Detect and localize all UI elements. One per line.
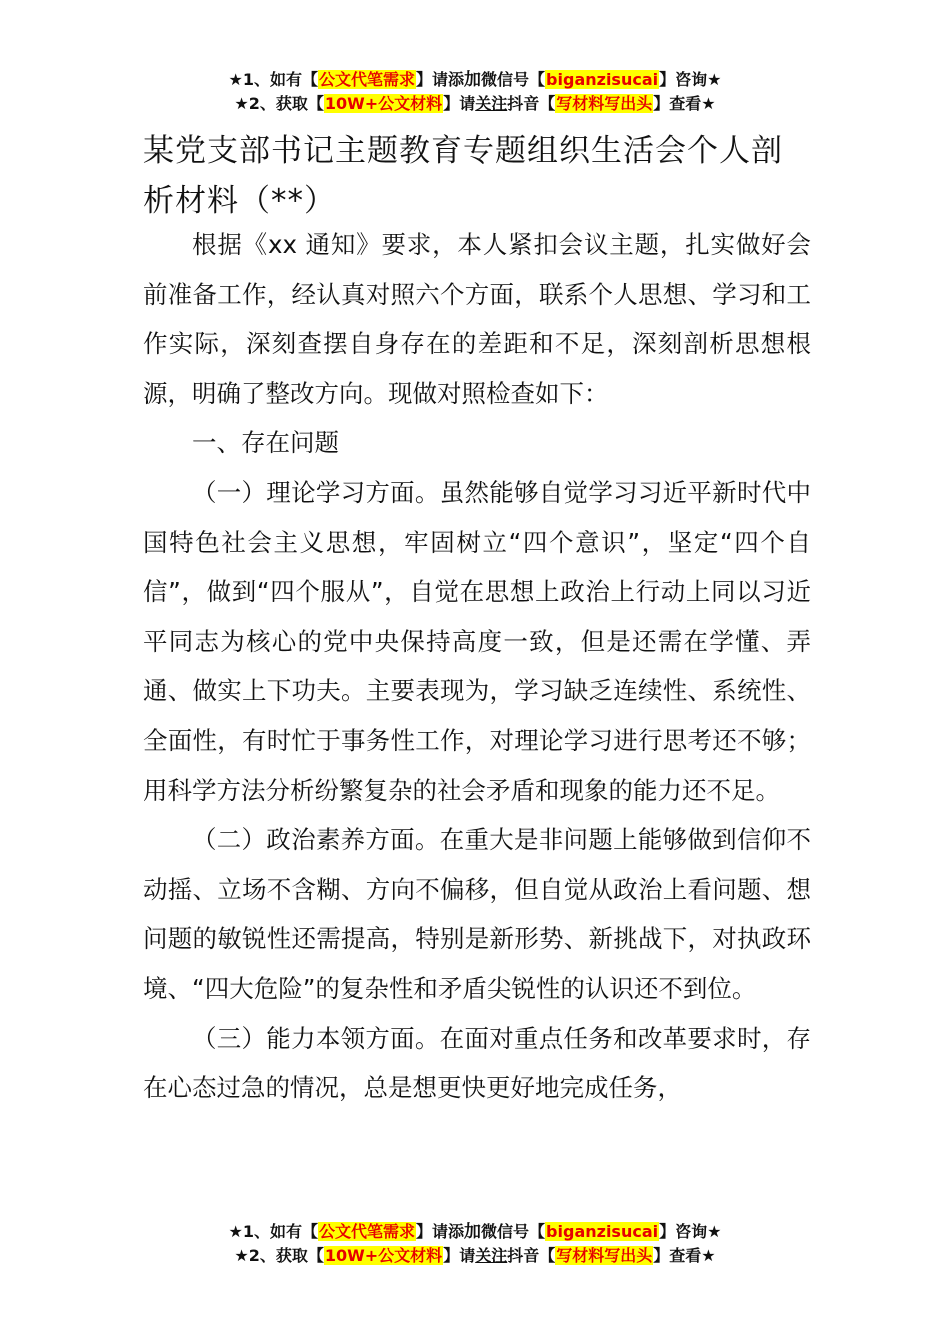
- banner-line-2: [0, 92, 950, 116]
- banner-highlight-service: 公文代笔需求: [319, 1222, 416, 1241]
- banner-text: 微信号【: [481, 1222, 546, 1241]
- banner-highlight-douyin: 写材料写出头: [556, 94, 653, 113]
- footer-ad-banner: [0, 1220, 950, 1268]
- banner-emphasis: 关注: [475, 94, 508, 113]
- banner-text: ★2、获取【: [234, 94, 324, 113]
- banner-highlight-wechat-id: biganzisucai: [546, 1222, 659, 1241]
- banner-line-2: [0, 1244, 950, 1268]
- document-body: [143, 220, 811, 1113]
- banner-emphasis: 关注: [475, 1246, 508, 1265]
- paragraph-ability: （三）能力本领方面。在面对重点任务和改革要求时，存在心态过急的情况，总是想更快更好地完成任务，: [143, 1023, 811, 1103]
- paragraph-theory-study: （一）理论学习方面。虽然能够自觉学习习近平新时代中国特色社会主义思想，牢固树立“四个意识”，坚定“四个自信”，做到“四个服从”，自觉在思想上政治上行动上同以习近平同志为核心的党中央保持高度一致，但是还需在学懂、弄通、做实上下功夫。主要表现为，学习缺乏连续性、系统性、全面性，有时忙于事务性工作，对理论学习进行思考还不够；用科学方法分析纷繁复杂的社会矛盾和现象的能力还不足。: [143, 477, 811, 805]
- banner-line-1: [0, 1220, 950, 1244]
- banner-highlight-materials: 10W+公文材料: [324, 94, 443, 113]
- banner-text: 】咨询★: [659, 70, 722, 89]
- banner-emphasis: 加: [464, 70, 482, 90]
- banner-text: 】查看★: [653, 1246, 716, 1265]
- banner-text: ★1、如有【: [228, 1222, 318, 1241]
- banner-text: 抖音【: [507, 94, 556, 113]
- banner-line-1: [0, 68, 950, 92]
- header-ad-banner: [0, 68, 950, 116]
- banner-text: ★2、获取【: [234, 1246, 324, 1265]
- paragraph-political-quality: （二）政治素养方面。在重大是非问题上能够做到信仰不动摇、立场不含糊、方向不偏移，但自觉从政治上看问题、想问题的敏锐性还需提高，特别是新形势、新挑战下，对执政环境、“四大危险”的复杂性和矛盾尖锐性的认识还不到位。: [143, 825, 811, 1003]
- banner-text: ★1、如有【: [228, 70, 318, 89]
- document-title: 某党支部书记主题教育专题组织生活会个人剖析材料（**）: [143, 133, 783, 219]
- section-heading: 一、存在问题: [192, 428, 339, 458]
- banner-text: 】咨询★: [659, 1222, 722, 1241]
- banner-text: 抖音【: [507, 1246, 556, 1265]
- banner-text: 】请: [443, 1246, 476, 1265]
- banner-text: 】请添: [416, 1222, 465, 1241]
- banner-text: 】请添: [416, 70, 465, 89]
- banner-text: 微信号【: [481, 70, 546, 89]
- banner-highlight-materials: 10W+公文材料: [324, 1246, 443, 1265]
- banner-text: 】请: [443, 94, 476, 113]
- banner-highlight-service: 公文代笔需求: [319, 70, 416, 89]
- banner-highlight-wechat-id: biganzisucai: [546, 70, 659, 89]
- paragraph-intro: 根据《xx 通知》要求，本人紧扣会议主题，扎实做好会前准备工作，经认真对照六个方面，联系个人思想、学习和工作实际，深刻查摆自身存在的差距和不足，深刻剖析思想根源，明确了整改方向。现做对照检查如下：: [143, 230, 811, 408]
- banner-highlight-douyin: 写材料写出头: [556, 1246, 653, 1265]
- banner-text: 】查看★: [653, 94, 716, 113]
- banner-emphasis: 加: [464, 1222, 482, 1242]
